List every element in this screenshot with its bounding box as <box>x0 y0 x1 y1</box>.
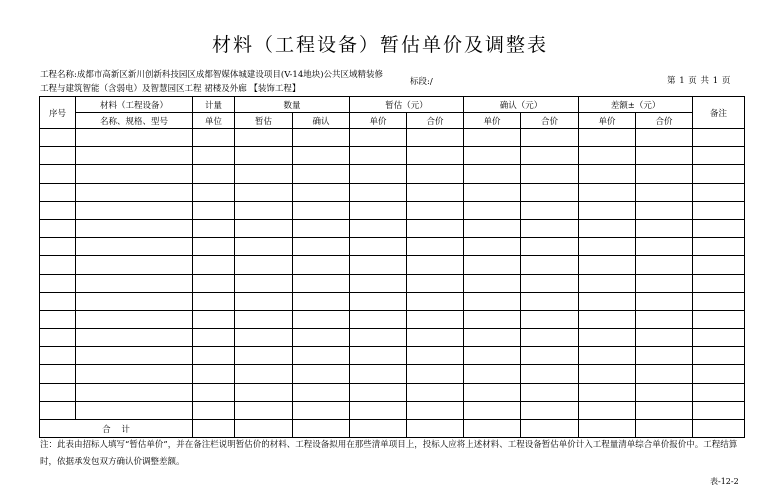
table-cell <box>76 365 193 383</box>
table-cell <box>693 401 745 419</box>
table-cell <box>464 310 521 328</box>
header-estimate: 暂估（元） <box>350 97 464 113</box>
table-cell <box>76 329 193 347</box>
section-value: / <box>429 77 433 87</box>
table-cell <box>76 401 193 419</box>
table-cell <box>579 347 636 365</box>
table-cell <box>464 401 521 419</box>
table-cell <box>636 292 693 310</box>
table-cell <box>693 165 745 183</box>
table-cell <box>464 329 521 347</box>
table-cell <box>521 401 579 419</box>
table-cell <box>521 329 579 347</box>
table-cell <box>579 256 636 274</box>
table-cell <box>350 238 407 256</box>
page-title: 材料（工程设备）暂估单价及调整表 <box>211 34 548 56</box>
table-cell <box>636 129 693 147</box>
table-cell <box>293 219 350 237</box>
table-cell <box>636 401 693 419</box>
table-cell <box>193 274 235 292</box>
total-label: 合 计 <box>40 420 193 438</box>
table-cell <box>693 420 745 438</box>
table-cell <box>579 201 636 219</box>
table-cell <box>235 201 293 219</box>
table-cell <box>579 165 636 183</box>
table-cell <box>235 401 293 419</box>
table-cell <box>521 347 579 365</box>
table-row <box>40 129 745 147</box>
table-cell <box>293 165 350 183</box>
table-row <box>40 347 745 365</box>
table-cell <box>235 129 293 147</box>
table-cell <box>293 256 350 274</box>
table-cell <box>76 147 193 165</box>
table-cell <box>235 292 293 310</box>
table-cell <box>636 147 693 165</box>
table-row <box>40 238 745 256</box>
table-cell <box>521 256 579 274</box>
table-cell <box>579 365 636 383</box>
table-cell <box>464 147 521 165</box>
project-name <box>40 68 390 96</box>
table-cell <box>40 129 76 147</box>
table-cell <box>636 183 693 201</box>
table-cell <box>350 201 407 219</box>
table-row <box>40 292 745 310</box>
table-cell <box>293 129 350 147</box>
table-cell <box>235 347 293 365</box>
table-cell <box>693 256 745 274</box>
table-cell <box>521 292 579 310</box>
table-cell <box>407 329 464 347</box>
table-cell <box>350 329 407 347</box>
header-qty-estimate: 暂估 <box>235 113 293 129</box>
table-cell <box>293 347 350 365</box>
header-remark: 备注 <box>693 97 745 129</box>
table-body <box>40 129 745 420</box>
header-qty-confirm: 确认 <box>293 113 350 129</box>
table-cell <box>521 365 579 383</box>
table-cell <box>235 329 293 347</box>
table-row <box>40 274 745 292</box>
header-seq: 序号 <box>40 97 76 129</box>
project-label: 工程名称: <box>40 70 77 80</box>
table-cell <box>579 383 636 401</box>
table-cell <box>76 310 193 328</box>
table-cell <box>193 292 235 310</box>
table-cell <box>636 383 693 401</box>
table-cell <box>636 274 693 292</box>
table-cell <box>521 219 579 237</box>
table-row <box>40 219 745 237</box>
table-cell <box>235 274 293 292</box>
table-cell <box>76 129 193 147</box>
table-cell <box>693 147 745 165</box>
table-cell <box>350 365 407 383</box>
table-row <box>40 147 745 165</box>
table-cell <box>193 183 235 201</box>
table-cell <box>636 347 693 365</box>
table-cell <box>193 129 235 147</box>
table-cell <box>76 383 193 401</box>
section-info <box>410 75 433 87</box>
table-row <box>40 183 745 201</box>
table-cell <box>235 420 293 438</box>
header-confirm-unit-price: 单价 <box>464 113 521 129</box>
table-cell <box>407 183 464 201</box>
footnote: 注：此表由招标人填写“暂估单价”，并在备注栏说明暂估价的材料、工程设备拟用在那些清单项目上，投标人应将上述材料、工程设备暂估单价计入工程量清单综合单价报价中。工程结算时，依据承发包双方确认价调整差额。 <box>40 440 738 467</box>
table-cell <box>579 183 636 201</box>
table-cell <box>693 329 745 347</box>
form-number: 表-12-2 <box>710 477 739 486</box>
table-cell <box>636 238 693 256</box>
table-cell <box>293 401 350 419</box>
table-cell <box>407 383 464 401</box>
table-cell <box>293 329 350 347</box>
table-cell <box>235 147 293 165</box>
table-cell <box>521 238 579 256</box>
table-cell <box>193 256 235 274</box>
table-cell <box>193 310 235 328</box>
table-cell <box>521 383 579 401</box>
table-cell <box>293 201 350 219</box>
table-cell <box>579 129 636 147</box>
table-cell <box>76 347 193 365</box>
table-cell <box>293 292 350 310</box>
table-cell <box>235 310 293 328</box>
table-cell <box>193 401 235 419</box>
table-cell <box>235 165 293 183</box>
table-cell <box>521 165 579 183</box>
table-cell <box>521 147 579 165</box>
table-cell <box>193 219 235 237</box>
table-row <box>40 329 745 347</box>
table-cell <box>76 238 193 256</box>
table-cell <box>193 420 235 438</box>
table-cell <box>407 238 464 256</box>
table-cell <box>350 310 407 328</box>
table-cell <box>407 201 464 219</box>
table-cell <box>521 420 579 438</box>
table-cell <box>40 383 76 401</box>
table-cell <box>693 365 745 383</box>
table-cell <box>407 147 464 165</box>
table-cell <box>693 347 745 365</box>
table-cell <box>193 165 235 183</box>
table-cell <box>579 274 636 292</box>
table-cell <box>193 383 235 401</box>
table-cell <box>193 238 235 256</box>
table-cell <box>579 219 636 237</box>
table-cell <box>293 147 350 165</box>
table-cell <box>235 183 293 201</box>
table-cell <box>693 219 745 237</box>
table-cell <box>350 274 407 292</box>
table-cell <box>76 292 193 310</box>
table-row <box>40 401 745 419</box>
table-cell <box>407 256 464 274</box>
table-cell <box>76 201 193 219</box>
header-estimate-total-price: 合价 <box>407 113 464 129</box>
table-cell <box>235 256 293 274</box>
material-estimate-table <box>39 96 745 438</box>
table-cell <box>293 420 350 438</box>
table-cell <box>76 274 193 292</box>
table-cell <box>636 365 693 383</box>
table-cell <box>76 256 193 274</box>
header-quantity: 数量 <box>235 97 350 113</box>
table-row <box>40 201 745 219</box>
table-cell <box>235 383 293 401</box>
table-cell <box>350 183 407 201</box>
table-cell <box>464 219 521 237</box>
table-cell <box>693 201 745 219</box>
table-cell <box>579 292 636 310</box>
table-cell <box>521 274 579 292</box>
table-cell <box>464 183 521 201</box>
table-cell <box>350 401 407 419</box>
table-cell <box>407 401 464 419</box>
table-cell <box>464 383 521 401</box>
table-cell <box>76 183 193 201</box>
table-cell <box>464 129 521 147</box>
table-cell <box>350 347 407 365</box>
table-cell <box>40 219 76 237</box>
table-cell <box>40 365 76 383</box>
table-cell <box>193 365 235 383</box>
table-cell <box>464 292 521 310</box>
table-cell <box>193 347 235 365</box>
table-cell <box>407 347 464 365</box>
table-cell <box>76 219 193 237</box>
table-cell <box>235 219 293 237</box>
table-cell <box>293 183 350 201</box>
table-row <box>40 310 745 328</box>
project-value: 成都市高新区新川创新科技园区成都智媒体城建设项目(V-14地块)公共区域精装修工程与建筑智能（含弱电）及智慧园区工程 裙楼及外廊 【装饰工程】 <box>40 70 384 94</box>
table-cell <box>350 420 407 438</box>
table-cell <box>464 238 521 256</box>
table-cell <box>76 165 193 183</box>
table-cell <box>40 329 76 347</box>
table-cell <box>293 365 350 383</box>
table-cell <box>693 129 745 147</box>
page-info: 第 1 页 共 1 页 <box>667 76 731 86</box>
table-row <box>40 256 745 274</box>
header-material-spec: 名称、规格、型号 <box>76 113 193 129</box>
header-unit-2: 单位 <box>193 113 235 129</box>
header-material: 材料（工程设备） <box>76 97 193 113</box>
table-cell <box>40 183 76 201</box>
header-unit: 计量 <box>193 97 235 113</box>
table-cell <box>350 292 407 310</box>
table-cell <box>350 256 407 274</box>
table-cell <box>521 201 579 219</box>
table-cell <box>464 165 521 183</box>
total-row <box>40 420 745 438</box>
table-cell <box>235 365 293 383</box>
table-row <box>40 365 745 383</box>
table-cell <box>636 219 693 237</box>
table-cell <box>40 238 76 256</box>
table-cell <box>350 383 407 401</box>
table-cell <box>464 365 521 383</box>
header-diff-total-price: 合价 <box>636 113 693 129</box>
table-cell <box>193 201 235 219</box>
table-cell <box>407 165 464 183</box>
table-cell <box>636 256 693 274</box>
table-cell <box>693 183 745 201</box>
table-cell <box>579 147 636 165</box>
table-cell <box>693 310 745 328</box>
table-cell <box>579 420 636 438</box>
table-cell <box>407 219 464 237</box>
table-cell <box>293 274 350 292</box>
table-cell <box>350 129 407 147</box>
table-cell <box>293 383 350 401</box>
table-cell <box>40 147 76 165</box>
table-cell <box>636 310 693 328</box>
table-cell <box>464 347 521 365</box>
table-cell <box>636 165 693 183</box>
table-cell <box>521 183 579 201</box>
header-estimate-unit-price: 单价 <box>350 113 407 129</box>
table-cell <box>521 129 579 147</box>
table-cell <box>464 201 521 219</box>
table-cell <box>40 201 76 219</box>
table-cell <box>693 238 745 256</box>
table-cell <box>464 420 521 438</box>
table-cell <box>636 329 693 347</box>
table-cell <box>693 383 745 401</box>
header-difference: 差额±（元） <box>579 97 693 113</box>
table-cell <box>40 310 76 328</box>
table-cell <box>350 219 407 237</box>
table-cell <box>407 310 464 328</box>
table-cell <box>693 292 745 310</box>
table-cell <box>579 238 636 256</box>
header-confirm-total-price: 合价 <box>521 113 579 129</box>
table-cell <box>293 310 350 328</box>
table-cell <box>293 238 350 256</box>
table-cell <box>40 274 76 292</box>
table-row <box>40 165 745 183</box>
table-cell <box>40 401 76 419</box>
section-label: 标段: <box>410 77 430 87</box>
table-cell <box>40 347 76 365</box>
table-cell <box>407 274 464 292</box>
header-confirm: 确认（元） <box>464 97 579 113</box>
table-cell <box>407 129 464 147</box>
table-cell <box>464 256 521 274</box>
table-cell <box>636 420 693 438</box>
table-cell <box>579 310 636 328</box>
table-cell <box>40 256 76 274</box>
table-cell <box>350 147 407 165</box>
table-cell <box>579 329 636 347</box>
table-cell <box>521 310 579 328</box>
table-cell <box>464 274 521 292</box>
table-row <box>40 383 745 401</box>
table-cell <box>579 401 636 419</box>
header-diff-unit-price: 单价 <box>579 113 636 129</box>
table-cell <box>350 165 407 183</box>
table-cell <box>407 420 464 438</box>
table-cell <box>636 201 693 219</box>
table-cell <box>193 329 235 347</box>
table-cell <box>40 292 76 310</box>
table-cell <box>193 147 235 165</box>
table-cell <box>693 274 745 292</box>
table-cell <box>235 238 293 256</box>
table-cell <box>407 365 464 383</box>
table-cell <box>40 165 76 183</box>
table-cell <box>407 292 464 310</box>
